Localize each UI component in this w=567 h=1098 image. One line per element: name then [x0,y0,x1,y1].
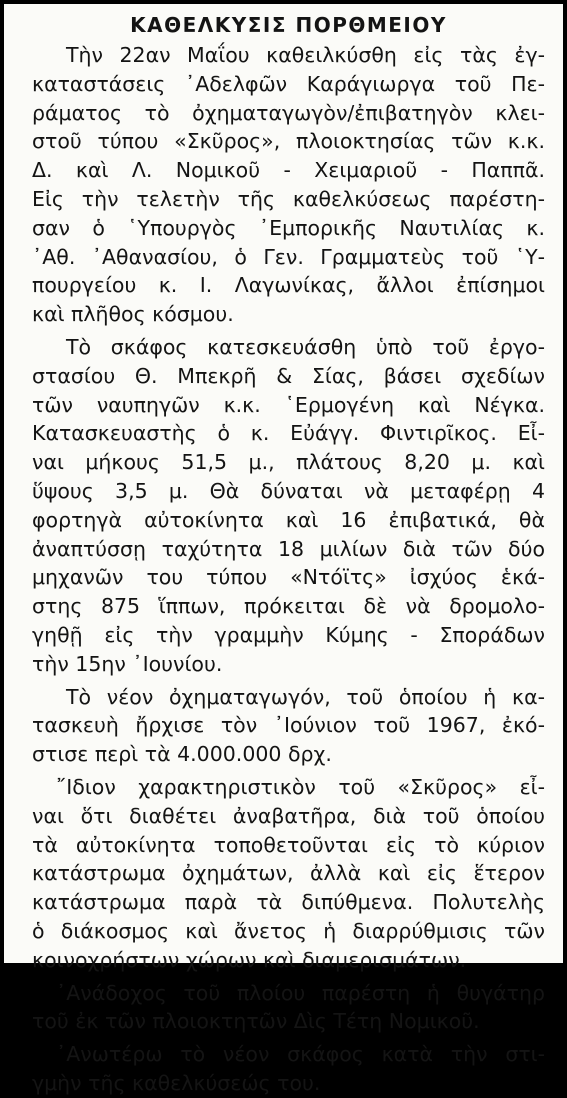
article-line: Κατασκευαστὴς ὁ κ. Εὐάγγ. Φιντιρῖκος. Εἶ- [32,421,545,446]
article-line: κατάστρωμα παρὰ τὰ διπύθμενα. Πολυτελὴς [32,890,545,915]
article-line: Δ. καὶ Λ. Νομικοῦ - Χειμαριοῦ - Παππᾶ. [32,158,545,183]
article-line: γμὴν τῆς καθελκύσεώς του. [32,1070,321,1095]
article-line: ᾽Ανωτέρω τὸ νέον σκάφος κατὰ τὴν στι- [56,1042,545,1067]
article-paragraph [32,1040,545,1098]
article-line: σαν ὁ ῾Υπουργὸς ᾽Εμπορικῆς Ναυτιλίας κ. [32,215,545,240]
article-line: στης 875 ἵππων, πρόκειται δὲ νὰ δρομολο- [32,594,545,619]
article-line: ναι μήκους 51,5 μ., πλάτους 8,20 μ. καὶ [32,450,545,475]
article-line: τασκευὴ ἤρχισε τὸν ᾽Ιούνιον τοῦ 1967, ἐκό- [32,713,545,738]
article-line: τῶν ναυπηγῶν κ.κ. ῾Ερμογένη καὶ Νέγκα. [32,392,545,417]
article-paragraph [32,683,545,769]
article-line: κοινοχρήστων χώρων καὶ διαμερισμάτων. [32,947,467,972]
article-line: καταστάσεις ᾽Αδελφῶν Καράγιωργα τοῦ Πε- [32,71,545,96]
article-line: ὕψους 3,5 μ. Θὰ δύναται νὰ μεταφέρῃ 4 [32,478,545,503]
article-line: ᾽Ανάδοχος τοῦ πλοίου παρέστη ἡ θυγάτηρ [56,980,545,1005]
article-line: ἀναπτύσσῃ ταχύτητα 18 μιλίων διὰ τῶν δύο [32,536,545,561]
article-line: τοῦ ἐκ τῶν πλοιοκτητῶν Δὶς Τέτη Νομικοῦ. [32,1009,480,1034]
article-paragraph [32,333,545,679]
article-paragraph [32,41,545,329]
article-line: Εἰς τὴν τελετὴν τῆς καθελκύσεως παρέστη- [32,186,545,211]
article-line: Τὸ σκάφος κατεσκευάσθη ὑπὸ τοῦ ἐργο- [66,334,545,359]
article-line: ᾽Αθ. ᾽Αθανασίου, ὁ Γεν. Γραμματεὺς τοῦ ῾Υ- [32,244,545,269]
article-line: μηχανῶν του τύπου «Ντόϊτς» ἰσχύος ἑκά- [32,565,545,590]
article-line: φορτηγὰ αὐτοκίνητα καὶ 16 ἐπιβατικά, θὰ [32,507,545,532]
article-line: στοῦ τύπου «Σκῦρος», πλοιοκτησίας τῶν κ.κ. [32,129,545,154]
article-line: τὰ αὐτοκίνητα τοποθετοῦνται εἰς τὸ κύριον [32,832,545,857]
article-line: στισε περὶ τὰ 4.000.000 δρχ. [32,742,332,767]
newspaper-clipping [4,4,563,1095]
article-paragraph [32,773,545,975]
article-title: ΚΑΘΕΛΚΥΣΙΣ ΠΟΡΘΜΕΙΟΥ [130,13,447,37]
article-line: στασίου Θ. Μπεκρῆ & Σίας, βάσει σχεδίων [32,363,545,388]
article-line: τὴν 15ην ᾽Ιουνίου. [32,651,223,676]
article-body [32,41,545,1098]
article-line: καὶ πλῆθος κόσμου. [32,302,234,327]
article-line: ὁ διάκοσμος καὶ ἄνετος ἡ διαρρύθμισις τῶν [32,918,545,943]
article-line: κατάστρωμα ὀχημάτων, ἀλλὰ καὶ εἰς ἕτερον [32,861,545,886]
article-line: Τὸ νέον ὀχηματαγωγόν, τοῦ ὁποίου ἡ κα- [66,684,545,709]
article-line: Τὴν 22αν Μαΐου καθειλκύσθη εἰς τὰς ἐγ- [66,43,545,67]
article-line: ῎Ιδιον χαρακτηριστικὸν τοῦ «Σκῦρος» εἶ- [56,774,545,799]
article-line: ράματος τὸ ὀχηματαγωγὸν/ἐπιβατηγὸν κλει- [32,100,545,125]
article-line: γηθῇ εἰς τὴν γραμμὴν Κύμης - Σποράδων [32,622,545,647]
article-paragraph [32,979,545,1037]
article-line: πουργείου κ. Ι. Λαγωνίκας, ἄλλοι ἐπίσημοι [32,273,545,298]
article-line: ναι ὅτι διαθέτει ἀναβατῆρα, διὰ τοῦ ὁποίου [32,803,545,828]
